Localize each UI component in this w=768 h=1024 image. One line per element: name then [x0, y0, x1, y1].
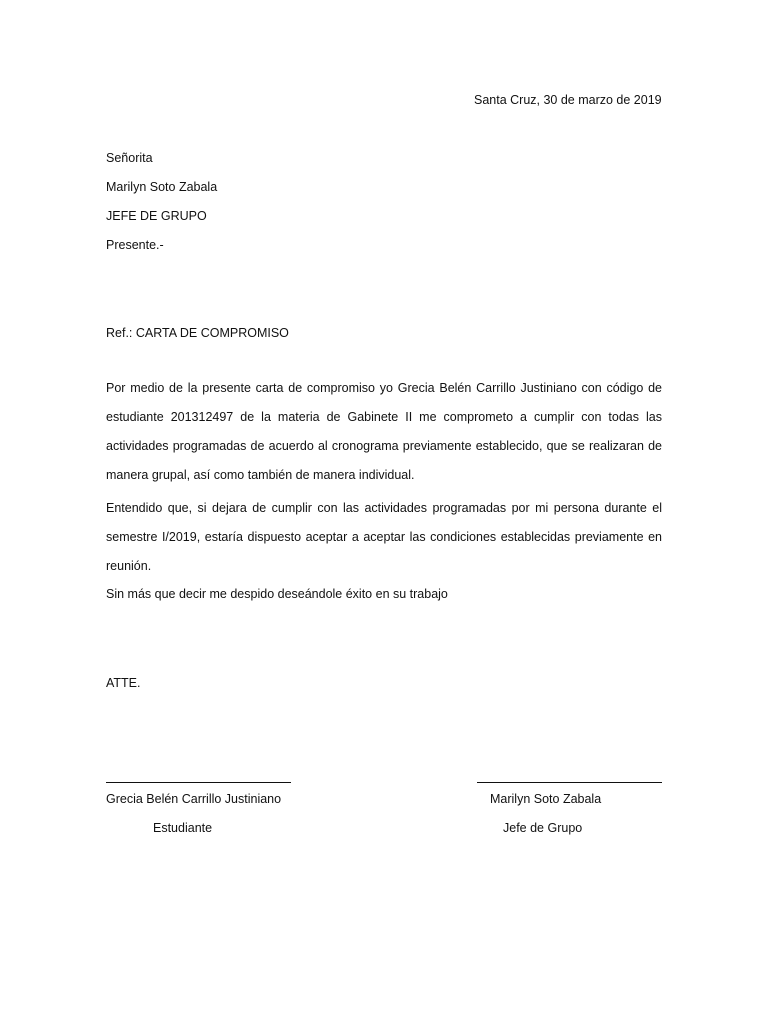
- body-paragraph-2: Entendido que, si dejara de cumplir con las actividades programadas por mi persona durante el semestre I/2019, estaría dispuesto aceptar a aceptar las condiciones establecidas previamente en reunión.: [106, 501, 662, 573]
- body-paragraph-3: Sin más que decir me despido deseándole éxito en su trabajo: [106, 587, 448, 601]
- sign-off: ATTE.: [106, 676, 141, 690]
- signature-right-role: Jefe de Grupo: [503, 821, 583, 835]
- recipient-closing: Presente.-: [106, 238, 164, 252]
- recipient-name: Marilyn Soto Zabala: [106, 180, 218, 194]
- signature-line-right: [477, 782, 662, 783]
- date-line: Santa Cruz, 30 de marzo de 2019: [474, 93, 662, 107]
- recipient-title: JEFE DE GRUPO: [106, 209, 207, 223]
- signature-left-name: Grecia Belén Carrillo Justiniano: [106, 792, 282, 806]
- signature-right-name: Marilyn Soto Zabala: [490, 792, 602, 806]
- reference-line: Ref.: CARTA DE COMPROMISO: [106, 326, 289, 340]
- recipient-salutation: Señorita: [106, 151, 153, 165]
- body-paragraph-1: Por medio de la presente carta de compromiso yo Grecia Belén Carrillo Justiniano con código de estudiante 201312497 de la materia de Gabinete II me comprometo a cumplir con todas las actividades programadas de acuerdo al cronograma previamente establecido, que se realizaran de manera grupal, así como también de manera individual.: [106, 381, 662, 482]
- signature-left-role: Estudiante: [153, 821, 213, 835]
- signature-line-left: [106, 782, 291, 783]
